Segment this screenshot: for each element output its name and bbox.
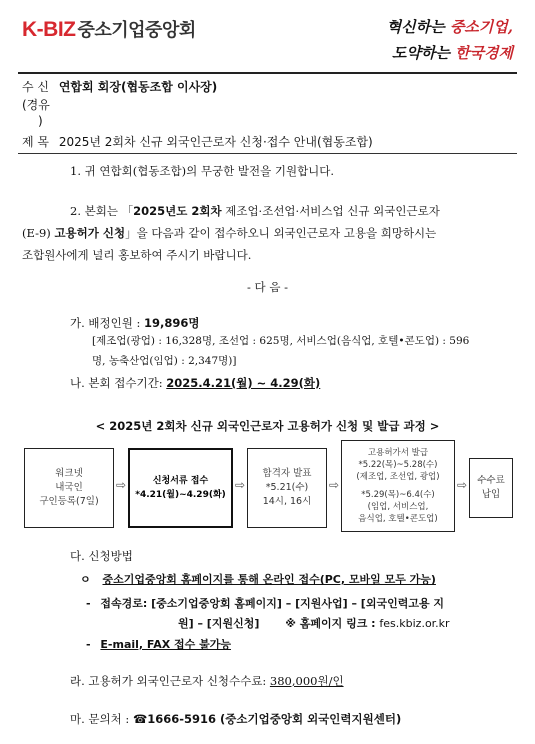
step3-l3: 14시, 16시 [262, 496, 312, 507]
step4-l5: (임업, 서비스업, [367, 502, 429, 512]
bullet-circle-icon: ㅇ [80, 573, 91, 586]
slogan [387, 14, 513, 66]
header-divider [18, 72, 517, 74]
step3-l1: 합격자 발표 [262, 468, 312, 479]
fee-row [70, 670, 344, 692]
method-path [86, 593, 444, 615]
step4-l1: 고용허가서 발급 [367, 448, 429, 458]
subject: 2025년 2회차 신규 외국인근로자 신청·접수 안내(협동조합) [58, 135, 373, 149]
step1-l1: 워크넷 [55, 468, 83, 479]
ga-value: 19,896명 [144, 316, 200, 330]
flow-step-5 [469, 458, 513, 518]
p2-highlight-apply: 고용허가 신청 [54, 226, 126, 240]
p2-a: 2. 본회는 「 [70, 204, 134, 218]
path-1: [중소기업중앙회 홈페이지] – [지원사업] – [외국인력고용 지 [151, 597, 445, 610]
flow-step-3 [247, 448, 327, 528]
step4-l4: *5.29(목)~6.4(수) [361, 490, 435, 500]
flow-title: < 2025년 2회차 신규 외국인근로자 고용허가 신청 및 발급 과정 > [95, 419, 440, 433]
step4-l3: (제조업, 조선업, 광업) [356, 472, 440, 482]
step2-l1: 신청서류 접수 [152, 476, 209, 486]
ga-detail-1: [제조업(광업) : 16,328명, 조선업 : 625명, 서비스업(음식업, 호텔•콘도업) : 596 [92, 335, 470, 347]
subject-row [22, 133, 373, 150]
dash-icon: - [86, 597, 91, 610]
step2-l2: *4.21(월)~4.29(화) [135, 490, 226, 500]
p2-highlight-year: 2025년도 2회차 [133, 204, 222, 218]
link-label: ※ 홈페이지 링크 : [285, 617, 380, 630]
step5-l1: 수수료 [477, 475, 505, 486]
slogan-2b: 한국경제 [455, 44, 513, 62]
flow-arrow-icon: ⇨ [116, 478, 127, 492]
path-label: 접속경로: [100, 597, 152, 610]
step4-l2: *5.22(목)~5.28(수) [358, 460, 438, 470]
contact-row [70, 708, 401, 730]
logo-org: 중소기업중앙회 [77, 20, 196, 41]
divider-text: - 다 음 - [247, 280, 288, 294]
via-close: ) [38, 114, 43, 128]
via-label: (경유 [22, 98, 50, 112]
p2-f: 」을 다음과 같이 접수하오니 외국인근로자 고용을 희망하시는 [125, 226, 437, 240]
recipient: 연합회 회장(협동조합 이사장) [58, 80, 218, 94]
recipient-row [22, 78, 217, 95]
flow-arrow-icon: ⇨ [329, 478, 340, 492]
step1-l2: 내국인 [55, 482, 83, 493]
p2-g: 조합원사에게 널리 홍보하여 주시기 바랍니다. [22, 248, 252, 262]
method-path-cont [178, 613, 450, 635]
step1-l3: 구인등록(7일) [39, 496, 99, 507]
dash-icon: - [86, 638, 91, 651]
step5-l2: 납입 [481, 489, 501, 500]
flow-step-4 [341, 440, 455, 532]
contact-phone: ☎1666-5916 (중소기업중앙회 외국인력지원센터) [132, 712, 402, 726]
ga-detail-2: 명, 농축산업(임업) : 2,347명)] [92, 355, 237, 367]
path-2: 원] – [지원신청] [178, 617, 260, 630]
homepage-link[interactable]: fes.kbiz.or.kr [379, 617, 450, 630]
slogan-2a: 도약하는 [391, 44, 456, 62]
step4-l6: 음식업, 호텔•콘도업) [358, 514, 438, 524]
method-main-text: 중소기업중앙회 홈페이지를 통해 온라인 접수(PC, 모바일 모두 가능) [102, 573, 436, 586]
method-main [80, 569, 436, 591]
logo-brand: K-BIZ [22, 18, 76, 41]
flow-arrow-icon: ⇨ [235, 478, 246, 492]
na-value: 2025.4.21(월) ~ 4.29(화) [166, 376, 321, 390]
subject-divider [18, 153, 517, 154]
flow-arrow-icon: ⇨ [457, 478, 468, 492]
na-label: 나. 본회 접수기간: [70, 376, 167, 390]
ga-label: 가. 배정인원 : [70, 316, 145, 330]
step3-l2: *5.21(수) [265, 482, 309, 493]
slogan-1b: 중소기업, [449, 18, 513, 36]
flow-step-2 [128, 448, 233, 528]
fee-label: 라. 고용허가 외국인근로자 신청수수료: [70, 674, 270, 688]
paragraph-2 [22, 200, 517, 266]
flow-step-1 [24, 448, 114, 528]
fee-value: 380,000원/인 [269, 674, 344, 688]
contact-label: 마. 문의처 : [70, 712, 133, 726]
paragraph-1: 1. 귀 연합회(협동조합)의 무궁한 발전을 기원합니다. [70, 164, 335, 178]
item-na [70, 372, 320, 394]
p2-c: 제조업·조선업·서비스업 신규 외국인근로자 [221, 204, 440, 218]
method-heading: 다. 신청방법 [70, 549, 133, 563]
method-no-email [86, 634, 231, 656]
recipient-label: 수 신 [22, 80, 49, 94]
subject-label: 제 목 [22, 135, 49, 149]
no-email-text: E-mail, FAX 접수 불가능 [100, 638, 231, 651]
kbiz-logo [22, 16, 196, 42]
p2-d: (E-9) [22, 226, 55, 240]
slogan-1a: 혁신하는 [386, 18, 450, 36]
